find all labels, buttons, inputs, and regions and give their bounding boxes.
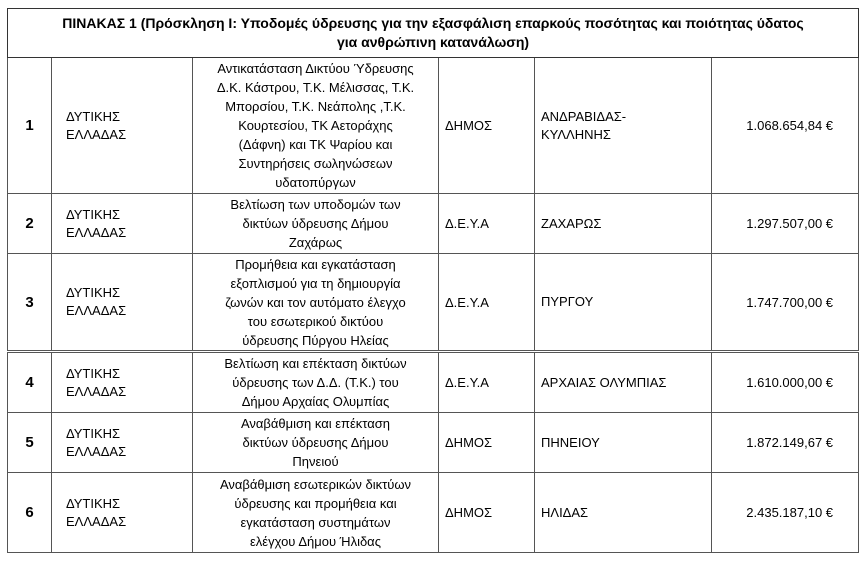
cell-text-line: Συντηρήσεις σωληνώσεων	[238, 156, 393, 171]
cell-text-line: ΗΛΙΔΑΣ	[541, 504, 589, 520]
municipality-cell	[535, 413, 712, 473]
amount-cell: 1.610.000,00 €	[712, 352, 859, 413]
cell-text-line: ύδρευσης και προμήθεια και	[234, 495, 397, 511]
table-title-line-2: για ανθρώπινη κατανάλωση)	[336, 34, 530, 50]
amount-cell: 1.872.149,67 €	[712, 413, 859, 473]
project-description	[193, 58, 439, 194]
table-row	[8, 254, 859, 352]
table-row	[8, 352, 859, 413]
cell-text-line: ύδρευσης των Δ.Δ. (Τ.Κ.) του	[232, 375, 399, 390]
row-number: 6	[8, 473, 52, 553]
row-number: 4	[8, 352, 52, 413]
project-description	[193, 413, 439, 473]
table-title-line-1: ΠΙΝΑΚΑΣ 1 (Πρόσκληση Ι: Υποδομές ύδρευσης για την εξασφάλιση επαρκούς ποσότητας και ποιότητας ύδατος	[62, 15, 804, 31]
cell-text-line: ΠΥΡΓΟΥ	[541, 294, 594, 309]
cell-text-line: (Δάφνη) και ΤΚ Ψαρίου και	[238, 137, 393, 152]
cell-text-line: δικτύων ύδρευσης Δήμου	[242, 216, 389, 231]
projects-table	[7, 8, 859, 553]
cell-text-line: ελέγχου Δήμου Ήλιδας	[250, 533, 381, 549]
cell-text-line: ΕΛΛΑΔΑΣ	[66, 303, 127, 318]
amount-cell: 2.435.187,10 €	[712, 473, 859, 553]
cell-text-line: Κουρτεσίου, ΤΚ Αετοράχης	[238, 118, 393, 133]
entity-cell: ΔΗΜΟΣ	[439, 473, 535, 553]
municipality-cell	[535, 254, 712, 352]
cell-text-line: Αντικατάσταση Δικτύου Ύδρευσης	[217, 61, 414, 76]
entity-cell: ΔΗΜΟΣ	[439, 413, 535, 473]
cell-text-line: ΠΗΝΕΙΟΥ	[541, 434, 600, 450]
amount-cell: 1.297.507,00 €	[712, 194, 859, 254]
entity-cell: Δ.Ε.Υ.Α	[439, 194, 535, 254]
cell-text-line: Δ.Κ. Κάστρου, Τ.Κ. Μέλισσας, Τ.Κ.	[216, 80, 415, 95]
municipality-cell	[535, 473, 712, 553]
cell-text-line: Προμήθεια και εγκατάσταση	[235, 256, 396, 272]
project-description	[193, 352, 439, 413]
cell-text-line: Βελτίωση των υποδομών των	[230, 197, 401, 212]
cell-text-line: Αναβάθμιση εσωτερικών δικτύων	[219, 476, 412, 492]
row-number: 3	[8, 254, 52, 352]
region-cell	[52, 58, 193, 194]
table-body	[8, 58, 859, 553]
region-cell	[52, 413, 193, 473]
table-row	[8, 194, 859, 254]
cell-text-line: ΕΛΛΑΔΑΣ	[66, 126, 127, 142]
region-cell	[52, 473, 193, 553]
entity-cell: Δ.Ε.Υ.Α	[439, 254, 535, 352]
table-row	[8, 58, 859, 194]
table-title-row	[8, 9, 859, 58]
entity-cell: ΔΗΜΟΣ	[439, 58, 535, 194]
cell-text-line: ΔΥΤΙΚΗΣ	[66, 285, 121, 300]
cell-text-line: ΕΛΛΑΔΑΣ	[66, 383, 127, 399]
row-number: 1	[8, 58, 52, 194]
cell-text-line: Αναβάθμιση και επέκταση	[240, 416, 391, 431]
cell-text-line: του εσωτερικού δικτύου	[247, 313, 384, 329]
cell-text-line: Βελτίωση και επέκταση δικτύων	[224, 356, 407, 371]
municipality-cell	[535, 194, 712, 254]
cell-text-line: ύδρευσης Πύργου Ηλείας	[242, 332, 389, 348]
region-cell	[52, 254, 193, 352]
table-row	[8, 413, 859, 473]
table-row	[8, 473, 859, 553]
project-description	[193, 254, 439, 352]
cell-text-line: υδατοπύργων	[275, 175, 356, 190]
cell-text-line: ΖΑΧΑΡΩΣ	[541, 215, 602, 231]
row-number: 5	[8, 413, 52, 473]
entity-cell: Δ.Ε.Υ.Α	[439, 352, 535, 413]
region-cell	[52, 352, 193, 413]
cell-text-line: Δήμου Αρχαίας Ολυμπίας	[241, 394, 390, 409]
cell-text-line: ΚΥΛΛΗΝΗΣ	[541, 126, 611, 142]
cell-text-line: εξοπλισμού για τη δημιουργία	[230, 275, 401, 291]
cell-text-line: ζωνών και τον αυτόματο έλεγχο	[225, 294, 406, 310]
amount-cell: 1.068.654,84 €	[712, 58, 859, 194]
project-description	[193, 194, 439, 254]
cell-text-line: ΔΥΤΙΚΗΣ	[66, 206, 121, 222]
cell-text-line: εγκατάσταση συστημάτων	[240, 514, 391, 530]
cell-text-line: Ζαχάρως	[288, 235, 343, 250]
table-title	[8, 9, 859, 58]
cell-text-line: ΑΡΧΑΙΑΣ ΟΛΥΜΠΙΑΣ	[541, 374, 667, 390]
amount-cell: 1.747.700,00 €	[712, 254, 859, 352]
region-cell	[52, 194, 193, 254]
cell-text-line: Πηνειού	[292, 454, 339, 469]
cell-text-line: ΔΥΤΙΚΗΣ	[66, 108, 121, 124]
project-description	[193, 473, 439, 553]
row-number: 2	[8, 194, 52, 254]
cell-text-line: ΔΥΤΙΚΗΣ	[66, 495, 121, 511]
cell-text-line: ΔΥΤΙΚΗΣ	[66, 365, 121, 381]
cell-text-line: δικτύων ύδρευσης Δήμου	[242, 435, 389, 450]
cell-text-line: ΑΝΔΡΑΒΙΔΑΣ-	[541, 108, 627, 124]
cell-text-line: ΕΛΛΑΔΑΣ	[66, 224, 127, 240]
municipality-cell	[535, 58, 712, 194]
cell-text-line: Μπορσίου, Τ.Κ. Νεάπολης ,Τ.Κ.	[225, 99, 406, 114]
cell-text-line: ΕΛΛΑΔΑΣ	[66, 513, 127, 529]
cell-text-line: ΕΛΛΑΔΑΣ	[66, 443, 127, 459]
municipality-cell	[535, 352, 712, 413]
cell-text-line: ΔΥΤΙΚΗΣ	[66, 425, 121, 441]
